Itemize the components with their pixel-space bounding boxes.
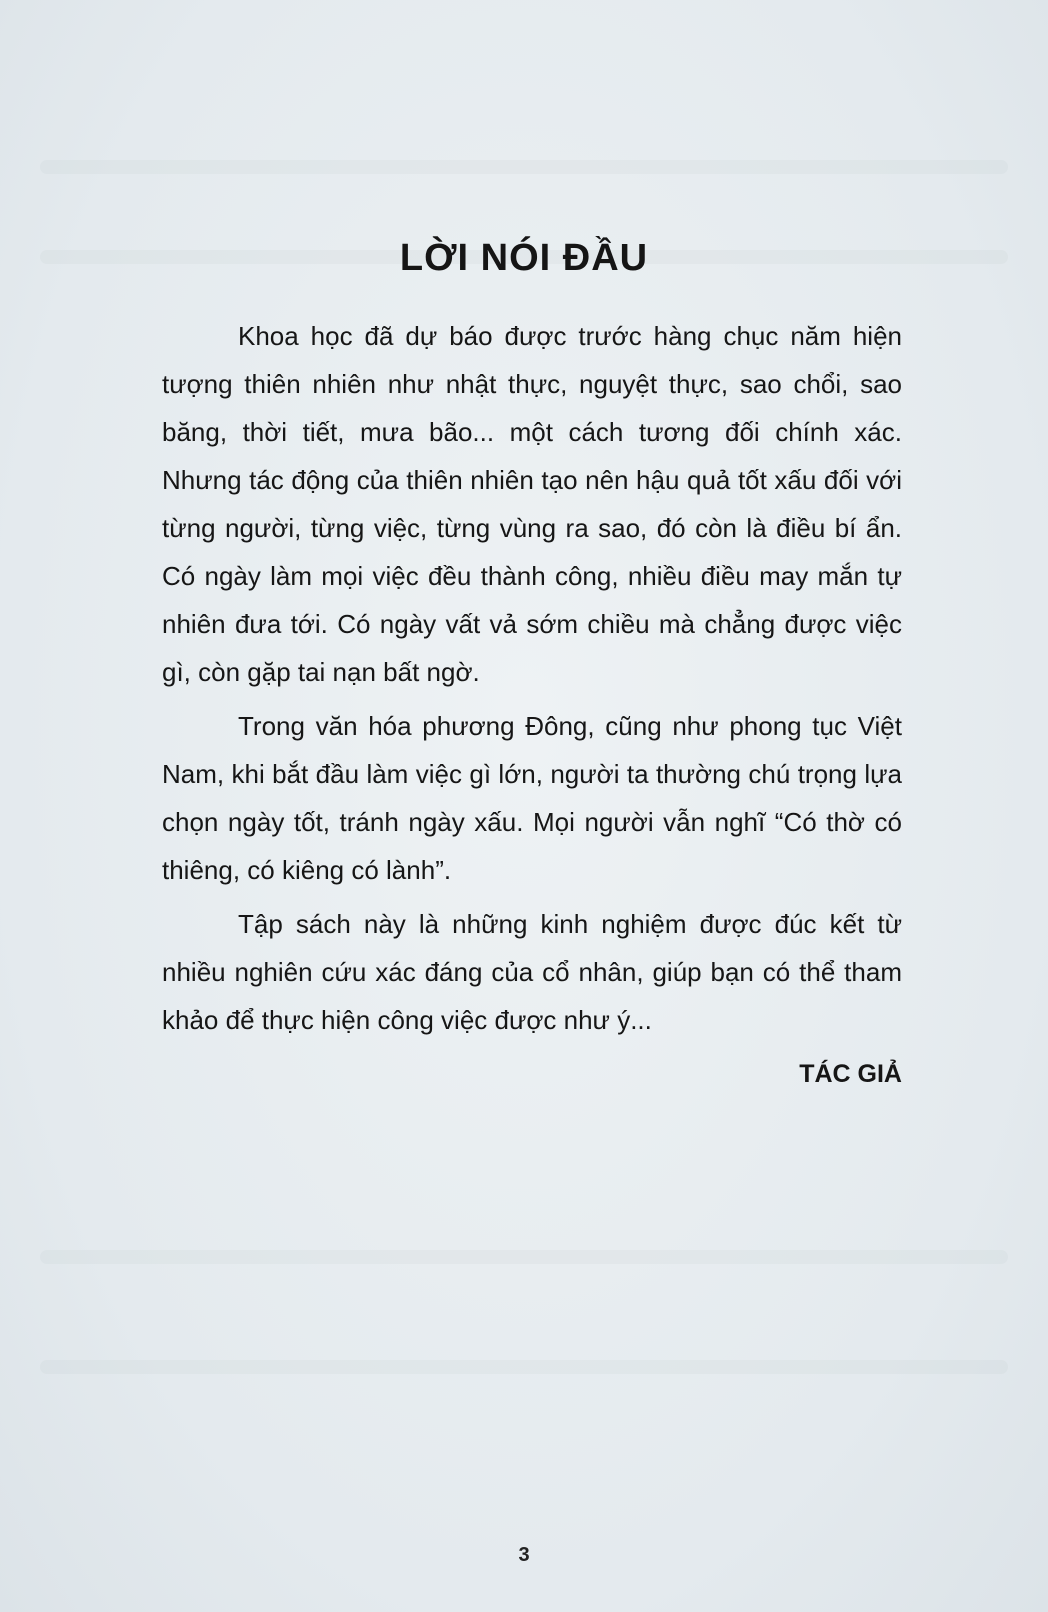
preface-paragraph-3: Tập sách này là những kinh nghiệm được đúc kết từ nhiều nghiên cứu xác đáng của cổ nhân, giúp bạn có thể tham khảo để thực hiện công việc được như ý...: [162, 909, 902, 1035]
preface-paragraph-2: Trong văn hóa phương Đông, cũng như phong tục Việt Nam, khi bắt đầu làm việc gì lớn, người ta thường chú trọng lựa chọn ngày tốt, tránh ngày xấu. Mọi người vẫn nghĩ “Có thờ có thiêng, có kiêng có lành”.: [162, 711, 902, 885]
show-through-band: [40, 1250, 1008, 1264]
preface-paragraph-1: Khoa học đã dự báo được trước hàng chục năm hiện tượng thiên nhiên như nhật thực, nguyệt thực, sao chổi, sao băng, thời tiết, mưa bão... một cách tương đối chính xác. Nhưng tác động của thiên nhiên tạo nên hậu quả tốt xấu đối với từng người, từng việc, từng vùng ra sao, đó còn là điều bí ẩn. Có ngày làm mọi việc đều thành công, nhiều điều may mắn tự nhiên đưa tới. Có ngày vất vả sớm chiều mà chẳng được việc gì, còn gặp tai nạn bất ngờ.: [162, 321, 902, 687]
show-through-band: [40, 1360, 1008, 1374]
preface-body: [162, 312, 902, 1098]
show-through-band: [40, 160, 1008, 174]
page-number: 3: [518, 1544, 530, 1566]
page-title: LỜI NÓI ĐẦU: [399, 237, 649, 280]
author-signature: TÁC GIẢ: [799, 1060, 902, 1088]
